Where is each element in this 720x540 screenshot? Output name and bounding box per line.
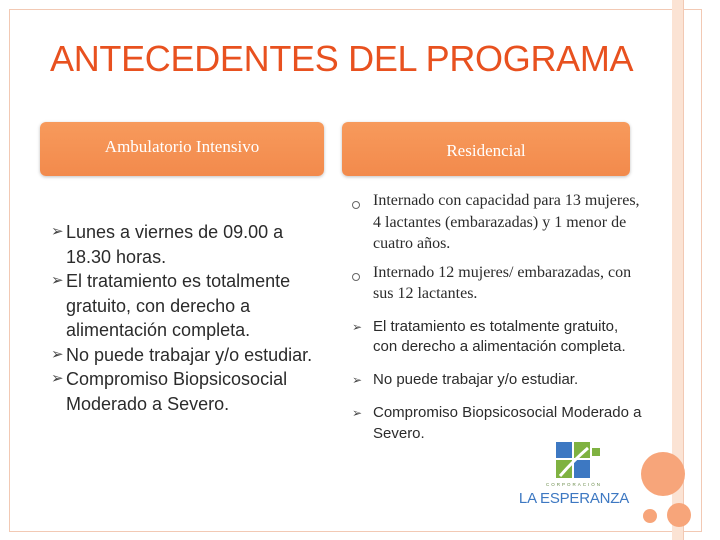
la-esperanza-logo (518, 440, 630, 510)
list-item-text: No puede trabajar y/o estudiar. (373, 370, 579, 388)
slide-title: ANTECEDENTES DEL PROGRAMA (50, 38, 634, 79)
tab-residencial (342, 122, 630, 176)
arrow-bullet-icon: ➢ (51, 223, 64, 240)
list-item-text: Lunes a viernes de 09.00 a 18.30 horas. (66, 222, 284, 267)
logo-name: LA ESPERANZA (518, 490, 630, 507)
list-item-text: El tratamiento es totalmente gratuito, con derecho a alimentación completa. (66, 271, 291, 340)
list-item (352, 190, 642, 255)
list-item (51, 343, 321, 368)
circle-bullet-icon (352, 267, 360, 289)
list-item (352, 403, 642, 444)
arrow-bullet-icon: ➢ (51, 370, 64, 387)
arrow-bullet-icon: ➢ (352, 372, 363, 387)
residencial-list (352, 190, 642, 444)
decorative-circle-large (641, 452, 685, 496)
arrow-bullet-icon: ➢ (51, 272, 64, 289)
tab-label-residencial: Residencial (446, 141, 526, 160)
decorative-circle-medium (667, 503, 691, 527)
list-item (51, 367, 321, 416)
logo-subtitle: CORPORACIÓN (545, 482, 602, 487)
ambulatorio-list (51, 220, 321, 416)
list-item (352, 262, 642, 305)
list-item (51, 269, 321, 343)
logo-mark-icon (518, 440, 630, 484)
decorative-rail-line (683, 0, 684, 540)
tab-ambulatorio-intensivo (40, 122, 324, 176)
arrow-bullet-icon: ➢ (352, 406, 363, 420)
tab-label-ambulatorio: Ambulatorio Intensivo (104, 137, 260, 156)
list-item (352, 317, 642, 358)
arrow-bullet-icon: ➢ (352, 319, 363, 334)
list-item-text: Internado con capacidad para 13 mujeres, 4 lactantes (embarazadas) y 1 menor de cuatro años. (373, 192, 640, 252)
list-item-text: No puede trabajar y/o estudiar. (66, 344, 313, 365)
decorative-circle-small (643, 509, 657, 523)
list-item-text: El tratamiento es totalmente gratuito, con derecho a alimentación completa. (373, 317, 626, 355)
list-item (51, 220, 321, 269)
arrow-bullet-icon: ➢ (51, 345, 64, 363)
list-item-text: Compromiso Biopsicosocial Moderado a Severo. (373, 404, 642, 442)
list-item-text: Compromiso Biopsicosocial Moderado a Severo. (66, 369, 288, 414)
circle-bullet-icon (352, 195, 360, 217)
list-item (352, 370, 642, 391)
list-item-text: Internado 12 mujeres/ embarazadas, con sus 12 lactantes. (373, 263, 632, 302)
